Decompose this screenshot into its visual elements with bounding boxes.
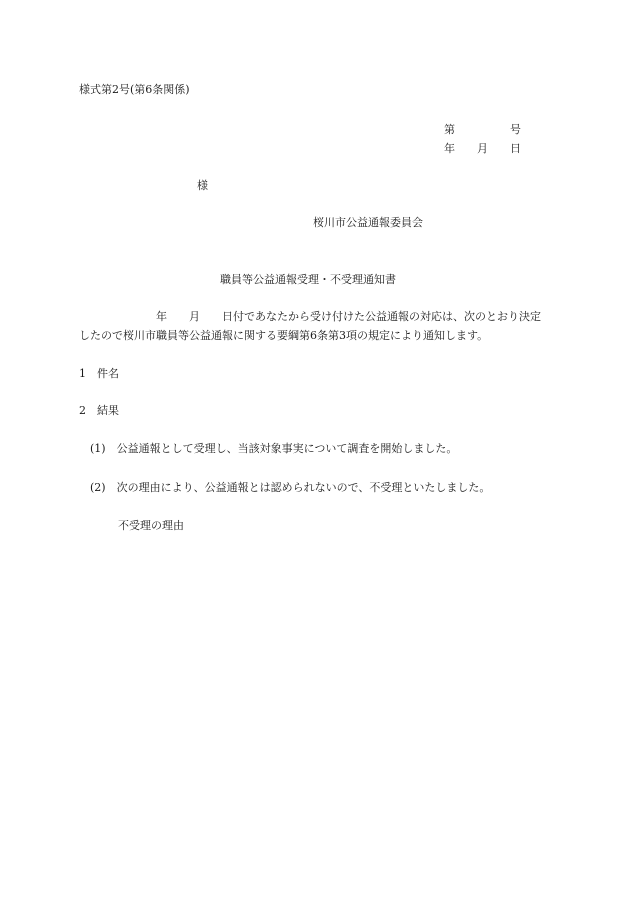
document-title: 職員等公益通報受理・不受理通知書 xyxy=(220,273,396,286)
form-number: 様式第2号(第6条関係) xyxy=(79,83,190,96)
result-accepted: (1) 公益通報として受理し、当該対象事実について調査を開始しました。 xyxy=(90,442,458,455)
issuer-name: 桜川市公益通報委員会 xyxy=(313,216,423,229)
body-text-line-1-content: 年 月 日付であなたから受け付けた公益通報の対応は、次のとおり決定 xyxy=(156,310,541,323)
date-line: 年 月 日 xyxy=(444,142,521,155)
item-result: 2 結果 xyxy=(79,404,119,417)
item-subject: 1 件名 xyxy=(79,367,119,380)
body-text-line-1 xyxy=(79,311,541,322)
rejection-reason-label: 不受理の理由 xyxy=(118,519,184,532)
document-number-line: 第 号 xyxy=(444,123,521,136)
addressee-honorific: 様 xyxy=(197,179,208,192)
body-text-line-2: したので桜川市職員等公益通報に関する要綱第6条第3項の規定により通知します。 xyxy=(79,329,489,342)
result-rejected: (2) 次の理由により、公益通報とは認められないので、不受理といたしました。 xyxy=(90,481,491,494)
